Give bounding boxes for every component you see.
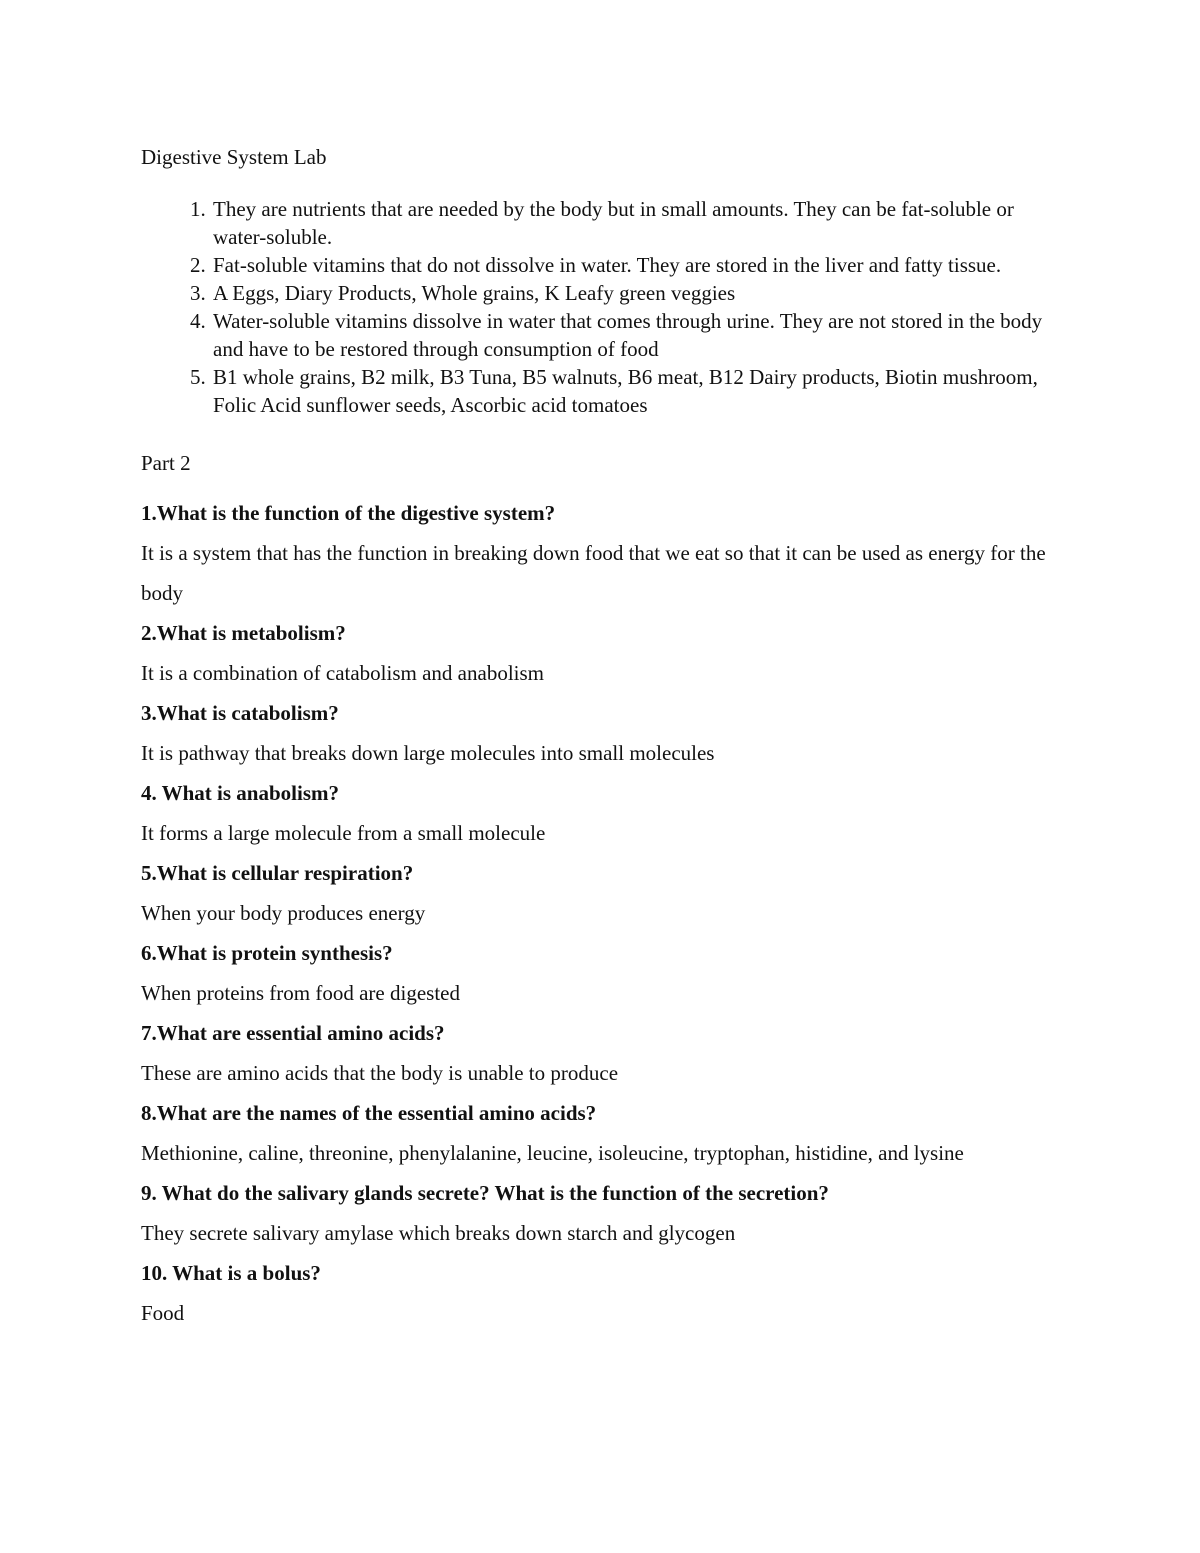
answer: Methionine, caline, threonine, phenylalanine, leucine, isoleucine, tryptophan, histidine, and lysine (141, 1141, 964, 1165)
question: 3.What is catabolism? (141, 701, 339, 725)
list-item: 2. Fat-soluble vitamins that do not dissolve in water. They are stored in the liver and fatty tissue. (211, 251, 1071, 279)
part2-heading: Part 2 (141, 451, 191, 475)
question: 10. What is a bolus? (141, 1261, 321, 1285)
qa-item-8 (141, 1099, 1071, 1173)
qa-item-4 (141, 779, 1071, 853)
qa-item-3 (141, 699, 1071, 773)
qa-item-7 (141, 1019, 1071, 1093)
answer: Food (141, 1301, 185, 1325)
list-item: 1. They are nutrients that are needed by the body but in small amounts. They can be fat-soluble or water-soluble. (211, 195, 1071, 251)
document-title: Digestive System Lab (141, 145, 327, 169)
list-item: 5. B1 whole grains, B2 milk, B3 Tuna, B5 walnuts, B6 meat, B12 Dairy products, Biotin mushroom, Folic Acid sunflower seeds, Ascorbic acid tomatoes (211, 363, 1071, 419)
answer: It forms a large molecule from a small molecule (141, 821, 546, 845)
question: 2.What is metabolism? (141, 621, 346, 645)
question: 1.What is the function of the digestive system? (141, 501, 556, 525)
answer: These are amino acids that the body is unable to produce (141, 1061, 619, 1085)
qa-item-2 (141, 619, 1071, 693)
answer: When your body produces energy (141, 901, 426, 925)
qa-item-1 (141, 499, 1071, 613)
question: 7.What are essential amino acids? (141, 1021, 445, 1045)
answer: When proteins from food are digested (141, 981, 460, 1005)
answer: It is pathway that breaks down large molecules into small molecules (141, 741, 715, 765)
question: 4. What is anabolism? (141, 781, 339, 805)
answer: They secrete salivary amylase which breaks down starch and glycogen (141, 1221, 736, 1245)
question: 6.What is protein synthesis? (141, 941, 393, 965)
qa-item-10 (141, 1259, 1071, 1333)
qa-item-5 (141, 859, 1071, 933)
qa-item-9 (141, 1179, 1071, 1253)
list-item: 3. A Eggs, Diary Products, Whole grains, K Leafy green veggies (211, 279, 1071, 307)
document-page (141, 141, 1071, 1333)
answer: It is a system that has the function in breaking down food that we eat so that it can be used as energy for the body (141, 541, 1046, 605)
question: 8.What are the names of the essential amino acids? (141, 1101, 597, 1125)
answer: It is a combination of catabolism and anabolism (141, 661, 544, 685)
question: 9. What do the salivary glands secrete? What is the function of the secretion? (141, 1181, 829, 1205)
question: 5.What is cellular respiration? (141, 861, 414, 885)
list-item: 4. Water-soluble vitamins dissolve in water that comes through urine. They are not stored in the body and have to be restored through consumption of food (211, 307, 1071, 363)
qa-item-6 (141, 939, 1071, 1013)
part1-list (141, 195, 1071, 419)
